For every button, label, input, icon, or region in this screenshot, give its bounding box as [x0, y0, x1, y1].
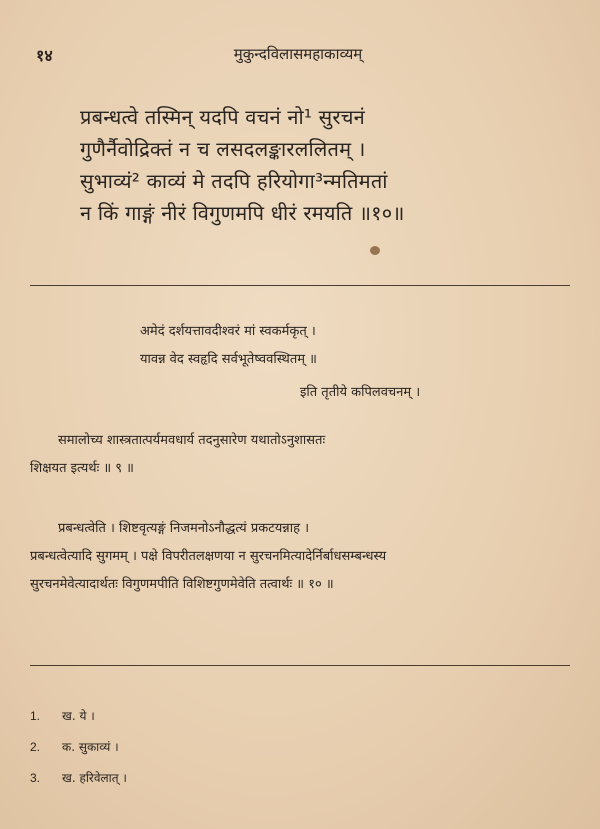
quote-line: यावन्न वेद स्वहृदि सर्वभूतेष्ववस्थितम् ॥ — [140, 352, 317, 367]
running-title: मुकुन्दविलासमहाकाव्यम् — [233, 45, 363, 63]
verse-line: न किं गाङ्गं नीरं विगुणमपि धीरं रमयति ॥१०॥ — [80, 201, 405, 225]
quoted-verse — [140, 318, 560, 374]
commentary-line: प्रबन्धत्वेति । शिष्टवृत्यङ्गं निजमनोऽनौद्धत्यं प्रकटयन्नाह । — [58, 521, 310, 536]
divider-rule — [30, 285, 570, 286]
footnote — [30, 700, 330, 732]
divider-rule — [30, 665, 570, 666]
footnote-text: ख. ये । — [62, 709, 95, 723]
colophon: इति तृतीये कपिलवचनम् । — [300, 385, 421, 400]
commentary-line: शिक्षयत इत्यर्थः ॥ ९ ॥ — [30, 461, 134, 476]
page-number: १४ — [36, 46, 53, 65]
verse-line: सुभाव्यं² काव्यं मे तदपि हरियोगा³न्मतिमतां — [80, 169, 388, 193]
commentary-paragraph — [30, 515, 570, 599]
footnote — [30, 731, 330, 763]
commentary-line: सुरचनमेवेत्यादार्थतः विगुणमपीति विशिष्टगुणमेवेति तत्वार्थः ॥ १० ॥ — [30, 577, 334, 592]
footnote — [30, 762, 330, 794]
commentary-paragraph — [30, 427, 570, 483]
commentary-line: प्रबन्धत्वेत्यादि सुगमम् । पक्षे विपरीतलक्षणया न सुरचनमित्यादेर्निर्बाधसम्बन्धस्य — [30, 549, 387, 564]
footnote-number: 1. — [30, 709, 41, 723]
verse-line: प्रबन्धत्वे तस्मिन् यदपि वचनं नो¹ सुरचनं — [80, 105, 365, 129]
footnote-number: 3. — [30, 771, 41, 785]
footnote-number: 2. — [30, 740, 41, 754]
footnote-text: ख. हरिवेलात् । — [62, 771, 127, 785]
commentary-line: समालोच्य शास्त्रतात्पर्यमवधार्य तदनुसारेण यथातोऽनुशासतः — [58, 433, 326, 448]
ink-smudge — [370, 246, 380, 255]
page-header — [28, 44, 568, 68]
verse-block — [80, 101, 560, 229]
quote-line: अमेदं दर्शयत्तावदीश्वरं मां स्वकर्मकृत् । — [140, 324, 316, 339]
verse-line: गुणैर्नैवोद्रिक्तं न च लसदलङ्कारललितम् । — [80, 137, 366, 161]
footnote-text: क. सुकाव्यं । — [62, 740, 119, 754]
